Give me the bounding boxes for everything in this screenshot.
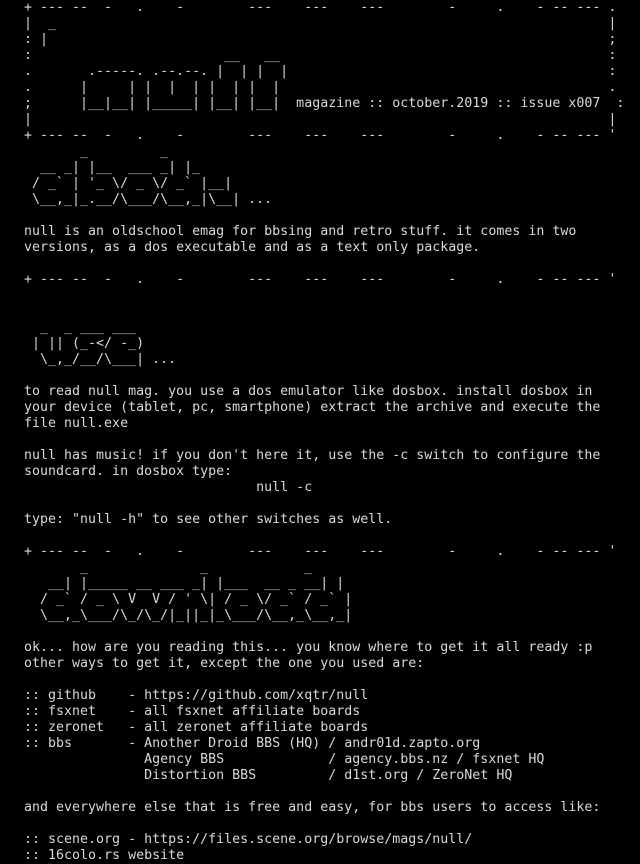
usage-paragraph-line: your device (tablet, pc, smartphone) extract the archive and execute the — [24, 400, 601, 415]
about-heading-art: _ _ — [24, 144, 169, 159]
use-heading-art: _ _ ___ ___ — [24, 320, 137, 335]
source-list-item-bbs: Distortion BBS / d1st.org / ZeroNet HQ — [24, 768, 513, 783]
use-heading-art: \_,_/__/\___| ... — [24, 352, 177, 367]
source-list-item-github: :: github - https://github.com/xqtr/null — [24, 688, 369, 703]
about-heading-art: __ _| |__ ___ _| |_ — [24, 160, 201, 175]
music-paragraph-line: null has music! if you don't here it, use the -c switch to configure the — [24, 448, 601, 463]
header-box-row: | _ | — [24, 16, 617, 31]
logo-art-line: . | | | | | | | | | . — [24, 80, 617, 95]
download-heading-art: __| |_____ __ ___ _| |___ __ _ __| | — [24, 576, 345, 591]
header-box-bottom-border: + --- -- - . - --- --- --- - . - -- --- ' — [24, 128, 617, 143]
usage-paragraph-line: to read null mag. you use a dos emulator like dosbox. install dosbox in — [24, 384, 593, 399]
section-divider: + --- -- - . - --- --- --- - . - -- --- ' — [24, 544, 617, 559]
source-list-item-16colors: :: 16colo.rs website — [24, 848, 185, 863]
download-paragraph-line: other ways to get it, except the one you used are: — [24, 656, 425, 671]
header-box-row: : | ; — [24, 32, 617, 47]
source-list-item-scene-org: :: scene.org - https://files.scene.org/browse/mags/null/ — [24, 832, 473, 847]
access-paragraph-line: and everywhere else that is free and easy, for bbs users to access like: — [24, 800, 601, 815]
source-list-item-zeronet: :: zeronet - all zeronet affiliate boards — [24, 720, 369, 735]
source-list-item-bbs: Agency BBS / agency.bbs.nz / fsxnet HQ — [24, 752, 545, 767]
download-paragraph-line: ok... how are you reading this... you know where to get it all ready :p — [24, 640, 593, 655]
download-heading-art: _ _ _ — [24, 560, 313, 575]
header-box-top-border: + --- -- - . - --- --- --- - . - -- --- . — [24, 0, 617, 15]
use-heading-art: | || (_-</ -_) — [24, 336, 145, 351]
download-heading-art: \__,_\___/\_/\_/|_||_|_\___/\__,_\__,_| — [24, 608, 353, 623]
logo-art-line: : __ __ : — [24, 48, 617, 63]
header-box-row: | | — [24, 112, 617, 127]
usage-paragraph-line: file null.exe — [24, 416, 129, 431]
about-paragraph-line: null is an oldschool emag for bbsing and retro stuff. it comes in two — [24, 224, 577, 239]
music-paragraph-line: soundcard. in dosbox type: — [24, 464, 233, 479]
command-example: null -c — [24, 480, 313, 495]
about-paragraph-line: versions, as a dos executable and as a text only package. — [24, 240, 481, 255]
about-heading-art: / _` | '_ \/ _ \/ _` |__| — [24, 176, 233, 191]
logo-art-line: . .-----. .--.--. | | | | : — [24, 64, 617, 79]
about-heading-art: \__,_|_.__/\___/\__,_|\__| ... — [24, 192, 273, 207]
source-list-item-fsxnet: :: fsxnet - all fsxnet affiliate boards — [24, 704, 361, 719]
section-divider: + --- -- - . - --- --- --- - . - -- --- ' — [24, 272, 617, 287]
help-switch-line: type: "null -h" to see other switches as well. — [24, 512, 393, 527]
source-list-item-bbs: :: bbs - Another Droid BBS (HQ) / andr01d.zapto.org — [24, 736, 481, 751]
magazine-issue-line: ; |__|__| |_____| |__| |__| magazine :: october.2019 :: issue x007 : — [24, 96, 625, 111]
download-heading-art: / _` / _ \ V V / ' \| / _ \/ _` / _` | — [24, 592, 353, 607]
